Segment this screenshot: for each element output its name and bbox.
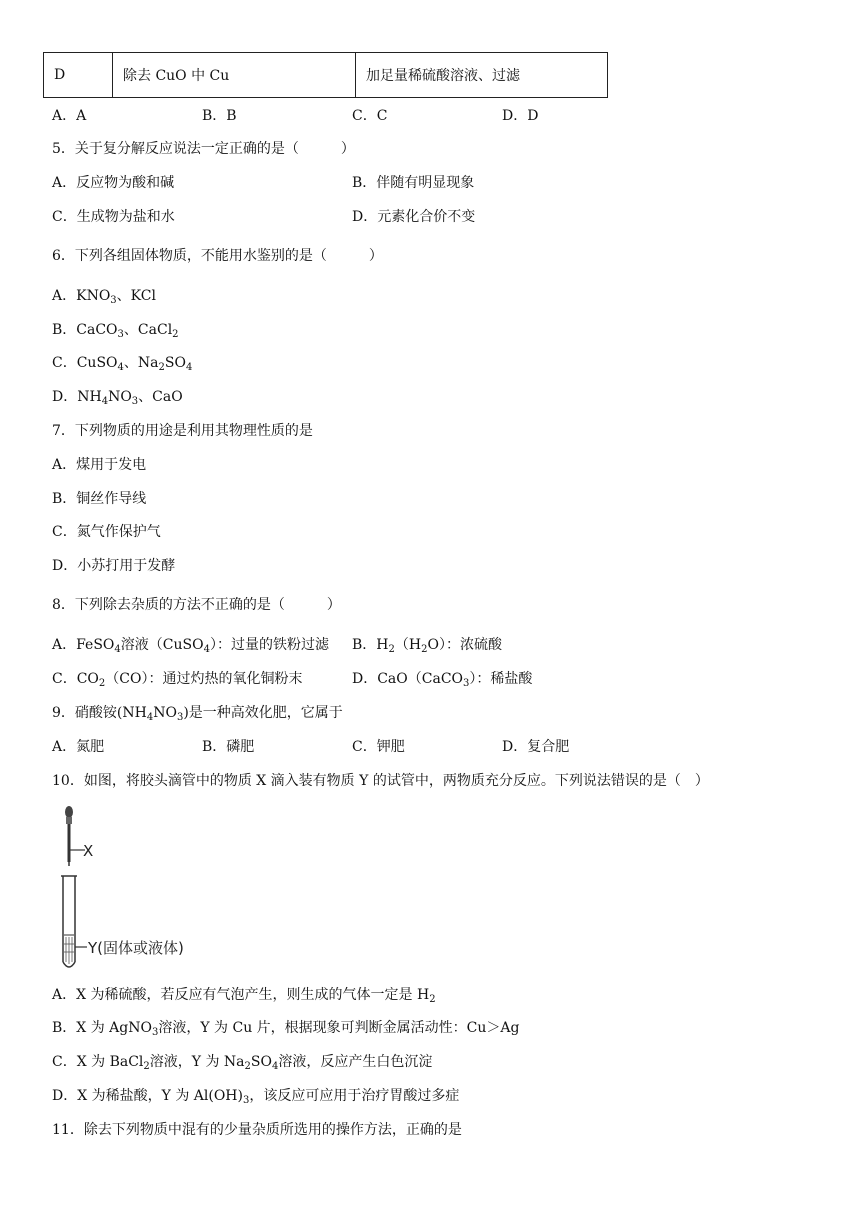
dropper-icon [65,806,85,866]
q9-option-d: D．复合肥 [502,739,570,755]
q7-stem: 7．下列物质的用途是利用其物理性质的是 [52,423,313,439]
q7-option-c: C．氮气作保护气 [52,524,161,540]
q10-option-d: D．X 为稀盐酸，Y 为 $Al(OH)_3$，该反应可应用于治疗胃酸过多症 [52,1088,460,1106]
q4-option-b: B．B [202,108,237,124]
q6-option-a: A．$KNO_3$、KCl [52,288,156,306]
dropper-test-tube-figure [55,804,225,974]
q4-option-a: A．A [52,108,87,124]
q5-option-d: D．元素化合价不变 [352,209,476,225]
q6-option-b: B．CaCO$_3$、CaCl$_2$ [52,322,179,340]
q4-option-d: D．D [502,108,539,124]
q7-option-b: B．铜丝作导线 [52,491,147,507]
q10-option-c: C．X 为 BaCl$_2$溶液，Y 为 $Na_2SO_4$溶液，反应产生白色沉淀 [52,1054,433,1072]
test-tube-icon [61,876,87,967]
q9-stem: 9．硝酸铵$(NH_4NO_3)$是一种高效化肥，它属于 [52,705,343,723]
q5-option-a: A．反应物为酸和碱 [52,175,175,191]
q6-option-c: C．CuSO$_4$、$Na_2SO_4$ [52,355,193,373]
table-row [44,53,608,98]
table-cell: 除去 CuO 中 Cu [113,53,356,98]
q9-option-c: C．钾肥 [352,739,405,755]
q10-stem: 10．如图，将胶头滴管中的物质 X 滴入装有物质 Y 的试管中，两物质充分反应。下列说法错误的是（ ） [52,773,709,789]
q8-option-d: D．CaO（CaCO$_3$）：稀盐酸 [352,671,533,689]
figure-y-label: Y(固体或液体) [88,939,184,957]
figure-x-label: X [83,842,94,860]
q6-stem: 6．下列各组固体物质，不能用水鉴别的是（ ） [52,248,383,264]
q5-option-b: B．伴随有明显现象 [352,175,475,191]
table-cell: 加足量稀硫酸溶液、过滤 [356,53,608,98]
q9-option-a: A．氮肥 [52,739,105,755]
answer-table [43,52,608,98]
q8-stem: 8．下列除去杂质的方法不正确的是（ ） [52,597,341,613]
q11-stem: 11．除去下列物质中混有的少量杂质所选用的操作方法，正确的是 [52,1122,462,1138]
table-cell: D [44,53,113,98]
q8-option-c: C．$CO_2(CO)$：通过灼热的氧化铜粉末 [52,671,303,689]
q10-option-b: B．X 为 AgNO$_3$溶液，Y 为 Cu 片，根据现象可判断金属活动性：Cu＞Ag [52,1020,520,1038]
q6-option-d: D．$NH_4NO_3$、CaO [52,389,183,407]
q9-option-b: B．磷肥 [202,739,255,755]
q8-option-a: A．FeSO$_4$溶液（CuSO$_4$）：过量的铁粉过滤 [52,637,329,655]
q5-option-c: C．生成物为盐和水 [52,209,175,225]
q7-option-a: A．煤用于发电 [52,457,147,473]
q10-option-a: A．X 为稀硫酸，若反应有气泡产生，则生成的气体一定是 $H_2$ [52,987,436,1005]
q7-option-d: D．小苏打用于发酵 [52,558,176,574]
q4-option-c: C．C [352,108,388,124]
q8-option-b: B．$H_2(H_2O)$：浓硫酸 [352,637,502,655]
q5-stem: 5．关于复分解反应说法一定正确的是（ ） [52,141,355,157]
